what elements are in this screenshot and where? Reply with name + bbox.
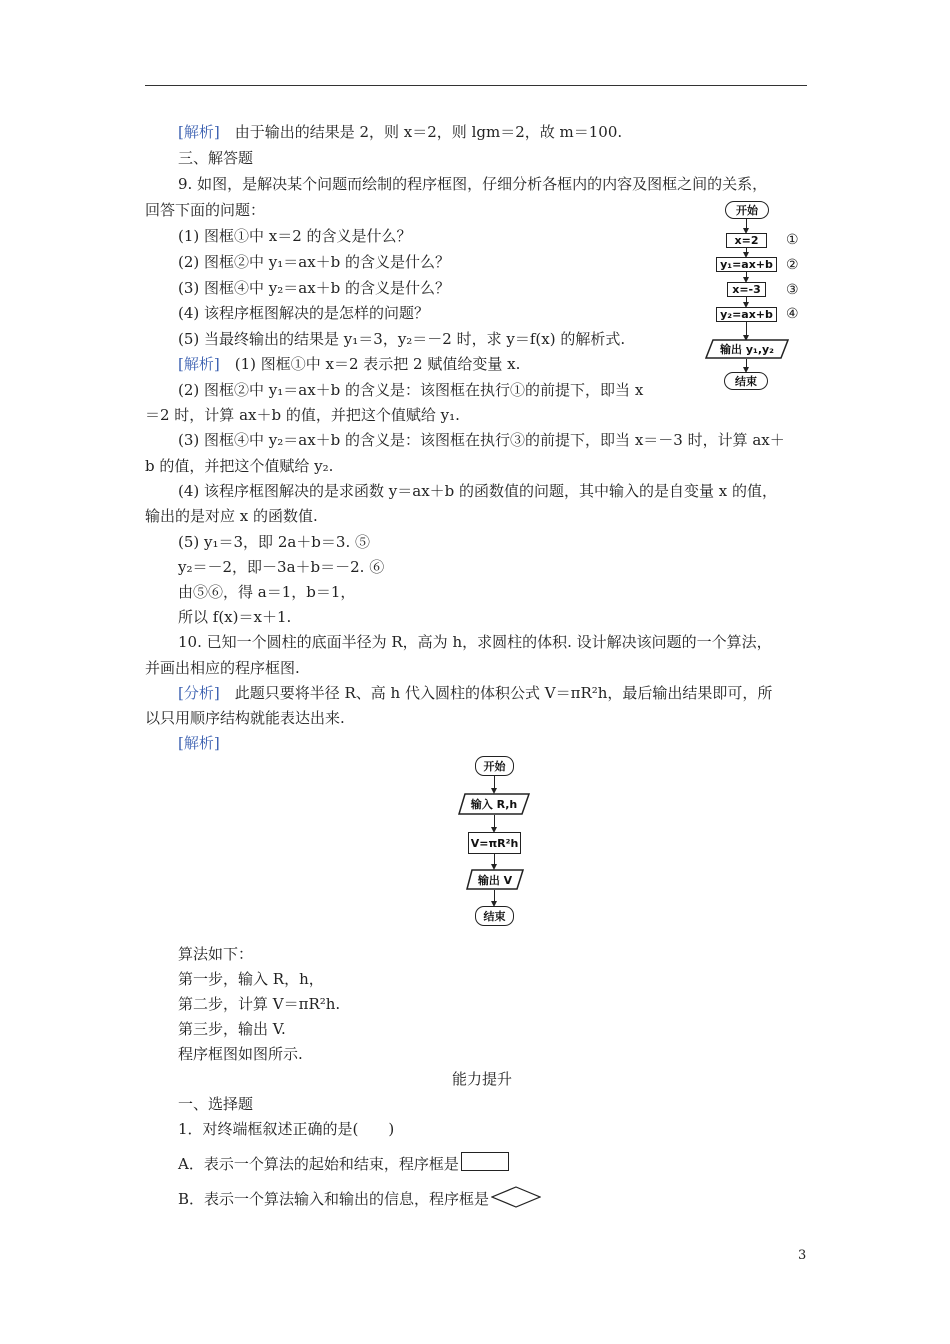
flow-end: 结束	[724, 372, 768, 390]
analysis-tag: [解析]	[178, 355, 220, 373]
header-rule	[145, 85, 807, 86]
flow-arrow	[746, 248, 747, 256]
analysis-tag: [分析]	[178, 684, 220, 702]
flow-arrow	[494, 890, 495, 905]
flow-arrow	[746, 359, 747, 371]
algo-step1: 第一步，输入 R，h，	[178, 970, 324, 988]
flow-output: 输出 y₁,y₂	[720, 343, 774, 356]
mc1-stem: 1．对终端框叙述正确的是( )	[178, 1120, 395, 1138]
section-title: 能力提升	[452, 1070, 513, 1088]
q9-answer4-line2: 输出的是对应 x 的函数值.	[145, 507, 318, 525]
q9-answer1	[178, 354, 520, 374]
mc1-option-a-text: A．表示一个算法的起始和结束，程序框是	[178, 1155, 459, 1173]
algo-step2: 第二步，计算 V＝πR²h.	[178, 995, 341, 1013]
q9-answer5-line1: (5) y₁＝3，即 2a＋b＝3. ⑤	[178, 533, 370, 551]
q9-answer3-line1: (3) 图框④中 y₂＝ax＋b 的含义是：该图框在执行③的前提下，即当 x＝－3 时，计算 ax＋	[178, 431, 785, 449]
q9-sub3: (3) 图框④中 y₂＝ax＋b 的含义是什么？	[178, 279, 451, 297]
rectangle-symbol-icon	[461, 1152, 509, 1171]
flow-arrow	[494, 854, 495, 868]
flow-input: 输入 R,h	[470, 798, 518, 811]
flow-arrow	[494, 815, 495, 831]
mc1-option-b	[178, 1186, 541, 1209]
q10-analysis-text: 此题只要将半径 R、高 h 代入圆柱的体积公式 V＝πR²h，最后输出结果即可，所	[219, 684, 773, 702]
flow-arrow	[746, 272, 747, 281]
answer8-line	[178, 122, 622, 142]
q10-analysis-line1	[178, 683, 772, 703]
q9-answer4-line1: (4) 该程序框图解决的是求函数 y＝ax＋b 的函数值的问题，其中输入的是自变量 x 的值，	[178, 482, 778, 500]
flow-assign-x-3: x=-3	[727, 282, 766, 297]
algo-step3: 第三步，输出 V.	[178, 1020, 286, 1038]
flow-start: 开始	[475, 756, 514, 776]
flow-label-4: ④	[786, 306, 799, 322]
flow-assign-x2: x=2	[726, 233, 767, 248]
flow-label-1: ①	[786, 232, 799, 248]
q9-sub5: (5) 当最终输出的结果是 y₁＝3，y₂＝－2 时，求 y＝f(x) 的解析式.	[178, 330, 626, 348]
flow-end: 结束	[475, 906, 514, 926]
flow-compute-y1: y₁=ax+b	[716, 257, 777, 272]
mc1-option-a	[178, 1152, 509, 1174]
answer8-text: 由于输出的结果是 2，则 x＝2，则 lgm＝2，故 m＝100.	[219, 123, 623, 141]
flow-compute-y2: y₂=ax+b	[716, 307, 777, 322]
flow-output: 输出 V	[477, 873, 513, 887]
section-heading: 一、选择题	[178, 1095, 254, 1113]
q10-analysis-line2: 以只用顺序结构就能表达出来.	[145, 709, 345, 727]
q9-sub1: (1) 图框①中 x＝2 的含义是什么？	[178, 227, 412, 245]
flow-label-3: ③	[786, 282, 799, 298]
q9-stem-line1: 9. 如图，是解决某个问题而绘制的程序框图，仔细分析各框内的内容及图框之间的关系，	[178, 175, 768, 193]
flow-start: 开始	[725, 201, 769, 219]
diamond-symbol-icon	[491, 1186, 541, 1208]
q9-answer5-line3: 由⑤⑥，得 a＝1，b＝1，	[178, 583, 356, 601]
q9-answer2-line2: ＝2 时，计算 ax＋b 的值，并把这个值赋给 y₁.	[145, 406, 460, 424]
flow-compute-volume: V=πR²h	[468, 832, 521, 854]
analysis-tag: [解析]	[178, 123, 220, 141]
q10-stem-line1: 10. 已知一个圆柱的底面半径为 R，高为 h，求圆柱的体积. 设计解决该问题的一个算法，	[178, 633, 772, 651]
q9-answer5-line2: y₂＝－2，即－3a＋b＝－2. ⑥	[178, 558, 385, 576]
q9-stem-line2: 回答下面的问题：	[145, 201, 266, 219]
q9-answer3-line2: b 的值，并把这个值赋给 y₂.	[145, 457, 334, 475]
mc1-option-b-text: B．表示一个算法输入和输出的信息，程序框是	[178, 1190, 490, 1208]
flow-arrow	[494, 776, 495, 792]
q9-sub2: (2) 图框②中 y₁＝ax＋b 的含义是什么？	[178, 253, 451, 271]
q9-sub4: (4) 该程序框图解决的是怎样的问题？	[178, 304, 430, 322]
section-heading: 三、解答题	[178, 149, 254, 167]
analysis-tag: [解析]	[178, 734, 220, 752]
flow-label-2: ②	[786, 257, 799, 273]
q9-answer1-text: (1) 图框①中 x＝2 表示把 2 赋值给变量 x.	[219, 355, 521, 373]
flow-arrow	[746, 297, 747, 306]
q9-answer2-line1: (2) 图框②中 y₁＝ax＋b 的含义是：该图框在执行①的前提下，即当 x	[178, 381, 644, 399]
page-number: 3	[798, 1248, 807, 1263]
algo-closing: 程序框图如图所示.	[178, 1045, 303, 1063]
q9-answer5-line4: 所以 f(x)＝x＋1.	[178, 608, 292, 626]
flow-arrow	[746, 322, 747, 339]
algo-title: 算法如下：	[178, 945, 254, 963]
flow-arrow	[746, 219, 747, 232]
q10-stem-line2: 并画出相应的程序框图.	[145, 659, 300, 677]
